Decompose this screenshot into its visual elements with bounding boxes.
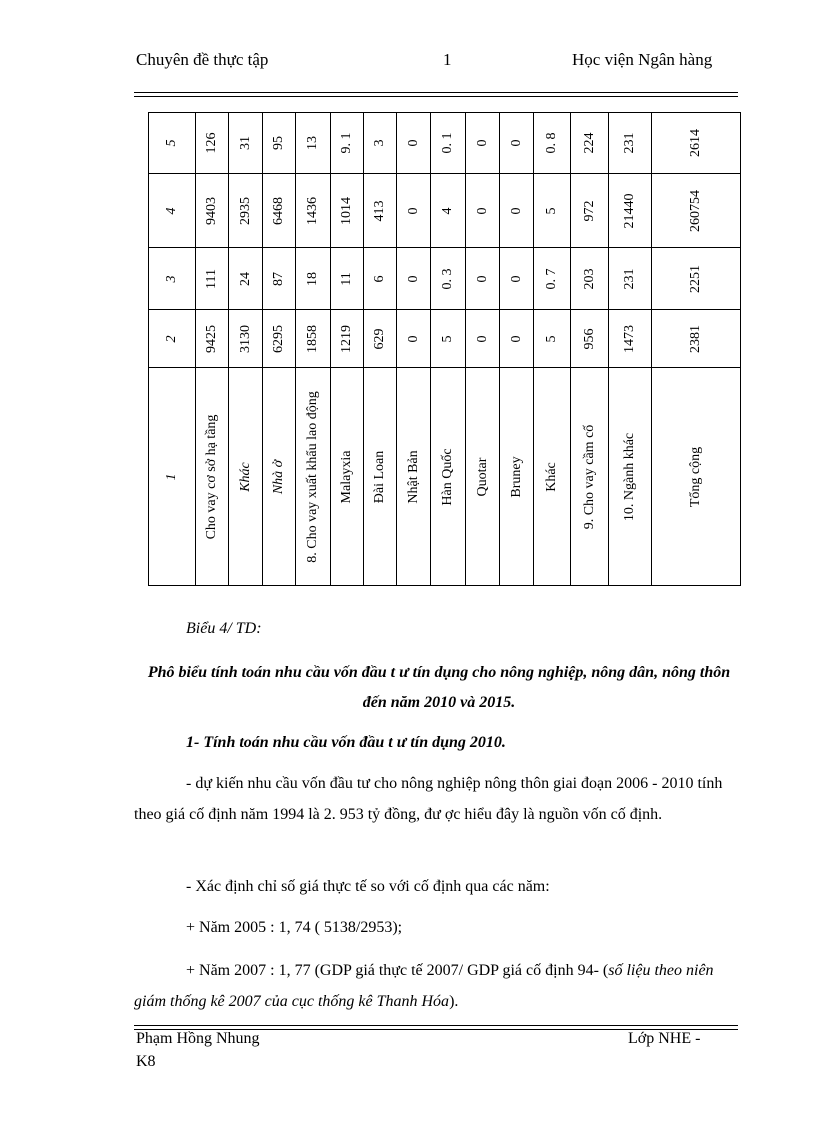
section-title: Phô biểu tính toán nhu cầu vốn đầu t ư tín dụng cho nông nghiệp, nông dân, nông thôn đến năm 2010 và 2015.: [147, 664, 731, 711]
table-cell: 9. 1: [339, 132, 354, 154]
table-cell: 413: [372, 200, 387, 221]
table-cell: 629: [372, 328, 387, 349]
category-label: Tổng cộng: [688, 446, 703, 507]
table-cell: 0: [474, 275, 490, 282]
table-cell: 0: [405, 207, 421, 214]
paragraph: [134, 955, 744, 1017]
category-label: Khác: [544, 461, 559, 492]
paragraph: + Năm 2005 : 1, 74 ( 5138/2953);: [186, 919, 403, 936]
category-label: 10. Ngành khác: [622, 432, 637, 521]
table-cell: 231: [622, 132, 637, 154]
table-cell: 2614: [688, 129, 703, 157]
table-cell: 0. 7: [544, 268, 559, 289]
category-label: Đài Loan: [372, 450, 387, 503]
table-cell: 260754: [688, 189, 703, 232]
footer-class: Lớp NHE -: [628, 1030, 701, 1047]
row-header: 2: [164, 335, 179, 342]
table-row: [149, 310, 741, 368]
table-cell: 0: [508, 139, 524, 147]
table-cell: 21440: [622, 193, 637, 228]
table-cell: 0: [474, 335, 490, 342]
table-row: [149, 174, 741, 248]
paragraph-text: ).: [449, 993, 459, 1010]
table-cell: 0. 8: [544, 132, 559, 154]
table-cell: 0: [405, 275, 421, 282]
table-cell: 5: [544, 207, 559, 214]
subsection-heading: 1- Tính toán nhu cầu vốn đầu t ư tín dụng 2010.: [186, 734, 506, 751]
table-cell: 0: [474, 139, 490, 147]
header-rule-top: [134, 92, 738, 93]
table-cell: 3130: [237, 324, 253, 353]
table-cell: 972: [581, 200, 597, 221]
paragraph: - dự kiến nhu cầu vốn đầu tư cho nông nghiệp nông thôn giai đoạn 2006 - 2010 tính theo giá cố định năm 1994 là 2. 953 tỷ đồng, đư ợc hiểu đây là nguồn vốn cố định.: [134, 775, 723, 823]
table-cell: 1858: [305, 324, 320, 353]
header-page-number: 1: [443, 50, 452, 69]
table-cell: 1436: [305, 196, 320, 225]
footer-author-cont: K8: [136, 1053, 156, 1070]
table-cell: 13: [305, 136, 320, 150]
table-cell: 6468: [271, 196, 286, 225]
table-cell: 111: [204, 268, 219, 289]
header-rule-bottom: [134, 96, 738, 97]
footer-author: Phạm Hồng Nhung: [136, 1030, 260, 1047]
table-cell: 0: [508, 275, 524, 282]
table-cell: 3: [372, 139, 387, 147]
table-cell: 2251: [688, 264, 703, 293]
category-label: Quotar: [474, 457, 490, 496]
table-cell: 6295: [271, 324, 286, 353]
table-cell: 24: [237, 271, 253, 286]
table-cell: 4: [440, 207, 455, 214]
table-cell: 1014: [339, 196, 354, 225]
table-row: [149, 248, 741, 310]
table-cell: 0. 1: [440, 132, 455, 154]
table-cell: 0: [474, 207, 490, 214]
category-label: Malayxia: [339, 450, 354, 503]
row-header: 1: [164, 473, 179, 480]
table-cell: 95: [271, 136, 286, 150]
row-header: 4: [164, 207, 179, 214]
table-cell: 224: [581, 132, 597, 154]
table-row: [149, 368, 741, 586]
footer-rule-top: [134, 1025, 738, 1026]
table-cell: 203: [581, 268, 597, 289]
category-label: 8. Cho vay xuất khẩu lao động: [305, 390, 320, 563]
table-cell: 18: [305, 271, 320, 286]
header-institution: Học viện Ngân hàng: [572, 50, 713, 69]
table-cell: 0: [508, 207, 524, 214]
paragraph-text: + Năm 2007 : 1, 77 (GDP giá thực tế 2007/ GDP giá cố định 94- (: [186, 962, 609, 979]
category-label: Nhật Bản: [405, 449, 421, 504]
table-cell: 1219: [339, 324, 354, 353]
header-doc-title: Chuyên đề thực tập: [136, 50, 269, 69]
table-cell: 2381: [688, 324, 703, 353]
paragraph: - Xác định chỉ số giá thực tế so với cố định qua các năm:: [186, 878, 550, 895]
table-cell: 9403: [204, 196, 219, 225]
table-cell: 1473: [622, 324, 637, 353]
table-cell: 0: [508, 335, 524, 342]
row-header: 3: [164, 275, 179, 282]
table-cell: 231: [622, 268, 637, 289]
category-label: 9. Cho vay cầm cố: [581, 424, 597, 529]
table-cell: 87: [271, 271, 286, 286]
data-table: [148, 112, 741, 586]
row-header: 5: [164, 139, 179, 147]
table-cell: 5: [440, 335, 455, 342]
table-cell: 31: [237, 136, 253, 150]
table-cell: 6: [372, 275, 387, 282]
paragraph-italic: số liệu theo niên giám thống kê 2007 của cục thống kê Thanh Hóa: [134, 962, 714, 1010]
category-label: Nhà ở: [271, 459, 286, 494]
table-cell: 0: [405, 335, 421, 342]
table-cell: 9425: [204, 324, 219, 353]
table-cell: 2935: [237, 196, 253, 225]
category-label: Hàn Quốc: [440, 447, 455, 506]
table-cell: 5: [544, 335, 559, 342]
table-cell: 11: [339, 271, 354, 286]
table-caption: Biểu 4/ TD:: [186, 620, 262, 637]
category-label: Cho vay cơ sở hạ tầng: [204, 414, 219, 539]
table-row: [149, 113, 741, 174]
table-cell: 0. 3: [440, 268, 455, 289]
category-label: Khác: [237, 461, 253, 492]
table-cell: 956: [581, 328, 597, 349]
table-cell: 126: [204, 132, 219, 154]
table-cell: 0: [405, 139, 421, 147]
category-label: Bruney: [508, 455, 524, 498]
